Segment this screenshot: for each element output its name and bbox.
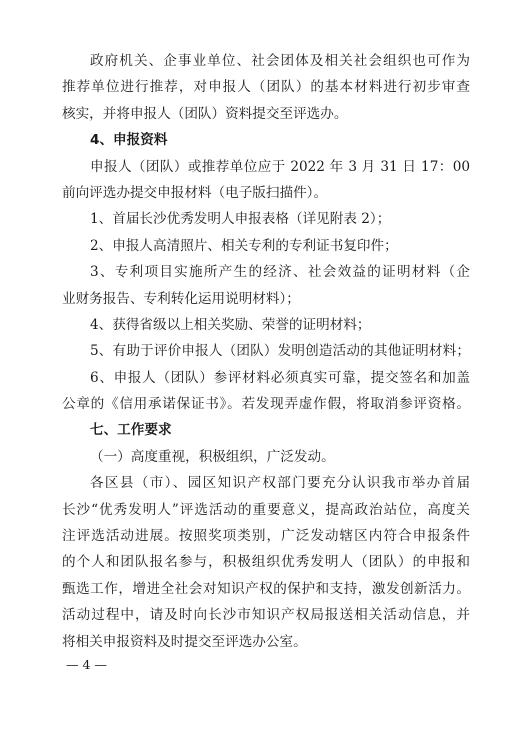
list-item: 5、有助于评价申报人（团队）发明创造活动的其他证明材料； <box>90 343 470 360</box>
paragraph-line: 推荐单位进行推荐，对申报人（团队）的基本材料进行初步审查 <box>62 79 470 96</box>
list-item-continuation: 业财务报告、专利转化运用说明材料）； <box>62 290 300 307</box>
paragraph-line: 将相关申报资料及时提交至评选办公室。 <box>62 633 307 650</box>
page-number: — 4 — <box>66 657 107 672</box>
subsection-heading: （一）高度重视，积极组织，广泛发动。 <box>90 448 335 465</box>
paragraph-line: 甄选工作，增进全社会对知识产权的保护和支持，激发创新活力。 <box>62 580 470 597</box>
paragraph-line: 前向评选办提交申报材料（电子版扫描件）。 <box>62 184 328 201</box>
list-item: 3、专利项目实施所产生的经济、社会效益的证明材料（企 <box>90 264 470 281</box>
paragraph-line: 活动过程中，请及时向长沙市知识产权局报送相关活动信息，并 <box>62 607 470 624</box>
paragraph-line: 注评选活动进展。按照奖项类别，广泛发动辖区内符合申报条件 <box>62 528 470 545</box>
section-heading: 4、申报资料 <box>90 132 168 149</box>
list-item: 2、申报人高清照片、相关专利的专利证书复印件； <box>90 237 398 254</box>
document-body <box>62 48 470 655</box>
list-item-continuation: 公章的《信用承诺保证书》。若发现弄虚作假，将取消参评资格。 <box>62 396 470 413</box>
list-item: 4、获得省级以上相关奖励、荣誉的证明材料； <box>90 316 371 333</box>
paragraph-line: 的个人和团队报名参与，积极组织优秀发明人（团队）的申报和 <box>62 554 470 571</box>
paragraph-line: 各区县（市）、园区知识产权部门要充分认识我市举办首届 <box>90 475 470 492</box>
section-heading: 七、工作要求 <box>90 422 172 439</box>
paragraph-line: 长沙“优秀发明人”评选活动的重要意义，提高政治站位，高度关 <box>62 501 470 518</box>
paragraph-line: 核实，并将申报人（团队）资料提交至评选办。 <box>62 105 348 122</box>
paragraph-line: 申报人（团队）或推荐单位应于 2022 年 3 月 31 日 17：00 <box>90 158 470 175</box>
list-item: 6、申报人（团队）参评材料必须真实可靠，提交签名和加盖 <box>90 369 470 386</box>
paragraph-line: 政府机关、企事业单位、社会团体及相关社会组织也可作为 <box>90 53 470 69</box>
list-item: 1、首届长沙优秀发明人申报表格（详见附表 2）； <box>90 211 391 228</box>
